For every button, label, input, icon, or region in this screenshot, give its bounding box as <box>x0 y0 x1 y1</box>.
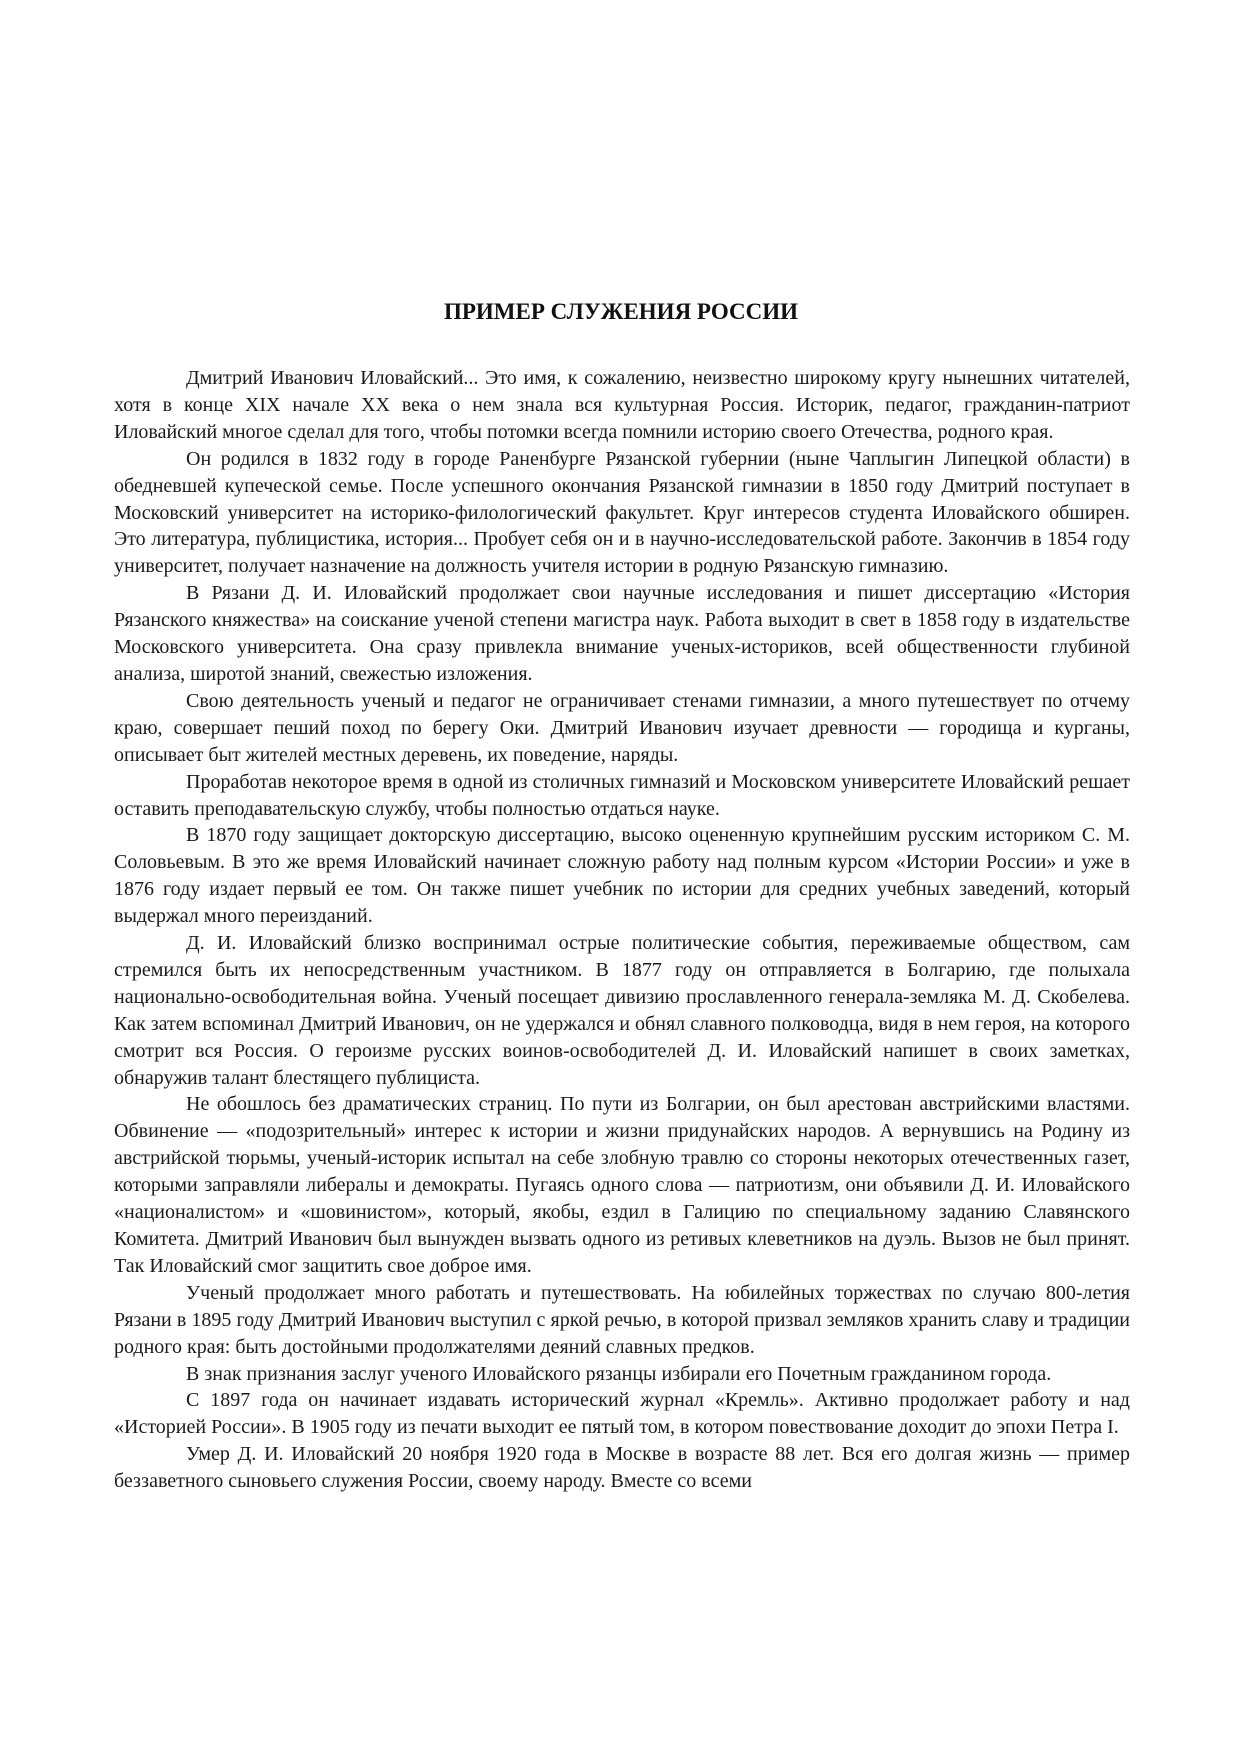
paragraph: В знак признания заслуг ученого Иловайского рязанцы избирали его Почетным гражданином города. <box>186 1362 1052 1385</box>
paragraph: Не обошлось без драматических страниц. По пути из Болгарии, он был арестован австрийскими властями. Обвинение — «подозрительный» интерес к истории и жизни придунайских народов. А вернувшись на Родину из австрийской тюрьмы, ученый-историк испытал на себе злобную травлю со стороны некоторых отечественных газет, которыми заправляли либералы и демократы. Пугаясь одного слова — патриотизм, они объявили Д. И. Иловайского «националистом» и «шовинистом», который, якобы, ездил в Галицию по специальному заданию Славянского Комитета. Дмитрий Иванович был вынужден вызвать одного из ретивых клеветников на дуэль. Вызов не был принят. Так Иловайский смог защитить свое доброе имя. <box>114 1093 1130 1277</box>
paragraph: В Рязани Д. И. Иловайский продолжает свои научные исследования и пишет диссертацию «История Рязанского княжества» на соискание ученой степени магистра наук. Работа выходит в свет в 1858 году в издательстве Московского университета. Она сразу привлекла внимание ученых-историков, всей общественности глубиной анализа, широтой знаний, свежестью изложения. <box>114 582 1130 685</box>
paragraph: Д. И. Иловайский близко воспринимал острые политические события, переживаемые обществом, сам стремился быть их непосредственным участником. В 1877 году он отправляется в Болгарию, где полыхала национально-освободительная война. Ученый посещает дивизию прославленного генерала-земляка М. Д. Скобелева. Как затем вспоминал Дмитрий Иванович, он не удержался и обнял славного полководца, видя в нем героя, на которого смотрит вся Россия. О героизме русских воинов-освободителей Д. И. Иловайский напишет в своих заметках, обнаружив талант блестящего публициста. <box>114 932 1130 1089</box>
paragraph: Дмитрий Иванович Иловайский... Это имя, к сожалению, неизвестно широкому кругу нынешних читателей, хотя в конце XIX начале XX века о нем знала вся культурная Россия. Историк, педагог, гражданин-патриот Иловайский многое сделал для того, чтобы потомки всегда помнили историю своего Отечества, родного края. <box>114 367 1130 443</box>
paragraph: В 1870 году защищает докторскую диссертацию, высоко оцененную крупнейшим русским историком С. М. Соловьевым. В это же время Иловайский начинает сложную работу над полным курсом «Истории России» и уже в 1876 году издает первый ее том. Он также пишет учебник по истории для средних учебных заведений, который выдержал много переизданий. <box>114 824 1130 928</box>
article-body <box>114 365 1130 1495</box>
paragraph: С 1897 года он начинает издавать исторический журнал «Кремль». Активно продолжает работу и над «Историей России». В 1905 году из печати выходит ее пятый том, в котором повествование доходит до эпохи Петра I. <box>114 1389 1130 1439</box>
paragraph: Он родился в 1832 году в городе Раненбурге Рязанской губернии (ныне Чаплыгин Липецкой области) в обедневшей купеческой семье. После успешного окончания Рязанской гимназии в 1850 году Дмитрий поступает в Московский университет на историко-филологический факультет. Круг интересов студента Иловайского обширен. Это литература, публицистика, история... Пробует себя он и в научно-исследовательской работе. Закончив в 1854 году университет, получает назначение на должность учителя истории в родную Рязанскую гимназию. <box>114 447 1130 578</box>
paragraph: Умер Д. И. Иловайский 20 ноября 1920 года в Москве в возрасте 88 лет. Вся его долгая жизнь — пример беззаветного сыновьего служения России, своему народу. Вместе со всеми <box>114 1443 1130 1493</box>
page-title: ПРИМЕР СЛУЖЕНИЯ РОССИИ <box>443 299 799 324</box>
paragraph: Свою деятельность ученый и педагог не ограничивает стенами гимназии, а много путешествует по отчему краю, совершает пеший поход по берегу Оки. Дмитрий Иванович изучает древности — городища и курганы, описывает быт жителей местных деревень, их поведение, наряды. <box>114 689 1130 766</box>
paragraph: Проработав некоторое время в одной из столичных гимназий и Московском университете Иловайский решает оставить преподавательскую службу, чтобы полностью отдаться науке. <box>114 770 1130 820</box>
paragraph: Ученый продолжает много работать и путешествовать. На юбилейных торжествах по случаю 800-летия Рязани в 1895 году Дмитрий Иванович выступил с яркой речью, в которой призвал земляков хранить славу и традиции родного края: быть достойными продолжателями деяний славных предков. <box>114 1281 1130 1358</box>
